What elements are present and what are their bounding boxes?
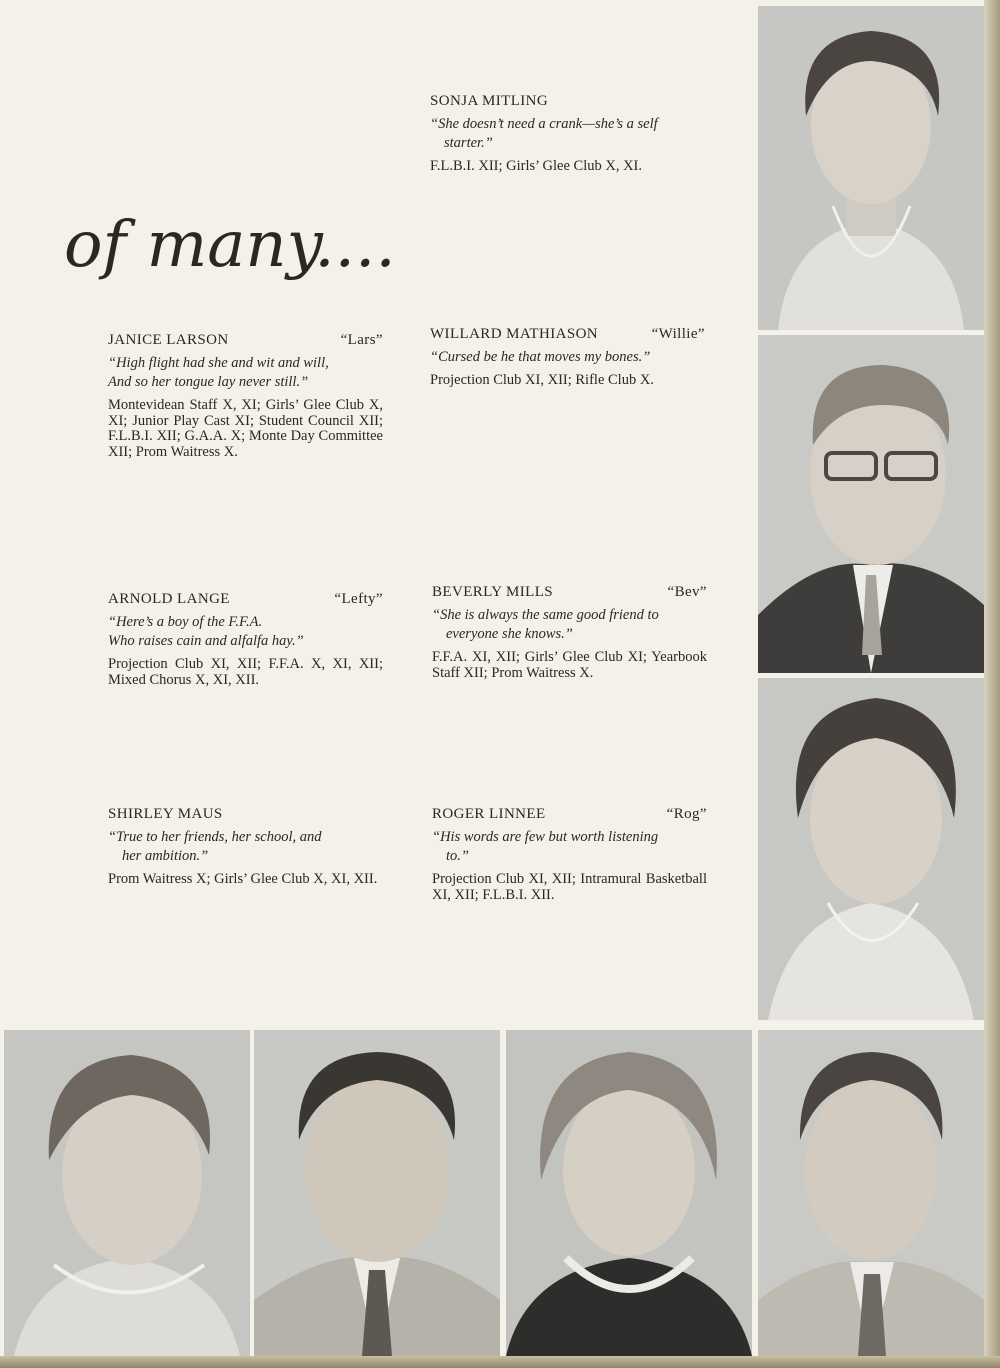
- quote-line-1: “His words are few but worth listening: [432, 829, 659, 845]
- entry-beverly-mills: [432, 584, 707, 681]
- portrait-janice-larson: [4, 1030, 250, 1356]
- script-title-lettering: [64, 196, 424, 306]
- student-name: ROGER LINNEE: [432, 806, 546, 822]
- entry-roger-linnee: [432, 806, 707, 903]
- portrait-roger-linnee: [758, 1030, 984, 1356]
- quote-line-2: to.”: [446, 848, 469, 864]
- entry-header: [108, 591, 383, 607]
- student-nickname: “Lefty”: [334, 591, 383, 607]
- page-edge-bottom: [0, 1356, 1000, 1368]
- student-quote: [430, 348, 705, 367]
- student-nickname: “Bev”: [667, 584, 707, 600]
- student-quote: [108, 828, 383, 866]
- entry-willard-mathiason: [430, 326, 705, 389]
- entry-header: [108, 806, 383, 822]
- student-name: ARNOLD LANGE: [108, 591, 230, 607]
- student-quote: [432, 606, 707, 644]
- script-title: [64, 196, 424, 306]
- student-activities: F.F.A. XI, XII; Girls’ Glee Club XI; Yearbook Staff XII; Prom Waitress X.: [432, 649, 707, 681]
- quote-line-1: “Here’s a boy of the F.F.A.: [108, 614, 263, 630]
- quote-line-1: “She is always the same good friend to: [432, 607, 659, 623]
- student-activities: Projection Club XI, XII; F.F.A. X, XI, XII; Mixed Chorus X, XI, XII.: [108, 656, 383, 688]
- student-nickname: “Willie”: [651, 326, 705, 342]
- student-activities: Projection Club XI, XII; Rifle Club X.: [430, 372, 654, 388]
- quote-line-1: “High flight had she and wit and will,: [108, 355, 329, 371]
- quote-line-2: And so her tongue lay never still.”: [108, 374, 309, 390]
- entry-header: [432, 584, 707, 600]
- entry-shirley-maus: [108, 806, 383, 888]
- page-edge-right: [984, 0, 1000, 1368]
- portrait-beverly-mills: [758, 678, 984, 1020]
- portrait-sonja-mitling: [758, 6, 984, 330]
- student-nickname: “Lars”: [340, 332, 383, 348]
- student-quote: [432, 828, 707, 866]
- student-activities: Montevidean Staff X, XI; Girls’ Glee Club X, XI; Junior Play Cast XI; Student Council XII; F.L.B.I. XII; G.A.A. X; Monte Day Committee XII; Prom Waitress X.: [108, 397, 383, 460]
- student-activities: Prom Waitress X; Girls’ Glee Club X, XI, XII.: [108, 871, 378, 887]
- student-activities: F.L.B.I. XII; Girls’ Glee Club X, XI.: [430, 158, 643, 174]
- student-name: JANICE LARSON: [108, 332, 229, 348]
- quote-line-2: everyone she knows.”: [446, 626, 573, 642]
- quote-line-2: Who raises cain and alfalfa hay.”: [108, 633, 304, 649]
- quote-line-1: “She doesn’t need a crank—she’s a self: [430, 116, 658, 132]
- portrait-shirley-maus: [506, 1030, 752, 1356]
- student-name: SONJA MITLING: [430, 93, 549, 109]
- entry-header: [430, 326, 705, 342]
- quote-line-2: starter.”: [444, 135, 493, 151]
- quote-line-1: “Cursed be he that moves my bones.”: [430, 349, 651, 365]
- student-name: BEVERLY MILLS: [432, 584, 554, 600]
- student-name: WILLARD MATHIASON: [430, 326, 599, 342]
- student-quote: [430, 115, 710, 153]
- entry-sonja-mitling: [430, 93, 710, 175]
- entry-header: [432, 806, 707, 822]
- script-title-text: of many....: [64, 208, 396, 282]
- entry-janice-larson: [108, 332, 383, 460]
- quote-line-2: her ambition.”: [122, 848, 209, 864]
- entry-header: [430, 93, 710, 109]
- portrait-willard-mathiason: [758, 335, 984, 673]
- quote-line-1: “True to her friends, her school, and: [108, 829, 322, 845]
- entry-arnold-lange: [108, 591, 383, 688]
- student-quote: [108, 354, 383, 392]
- portrait-arnold-lange: [254, 1030, 500, 1356]
- student-quote: [108, 613, 383, 651]
- student-activities: Projection Club XI, XII; Intramural Basketball XI, XII; F.L.B.I. XII.: [432, 871, 707, 903]
- student-nickname: “Rog”: [666, 806, 707, 822]
- entry-header: [108, 332, 383, 348]
- student-name: SHIRLEY MAUS: [108, 806, 223, 822]
